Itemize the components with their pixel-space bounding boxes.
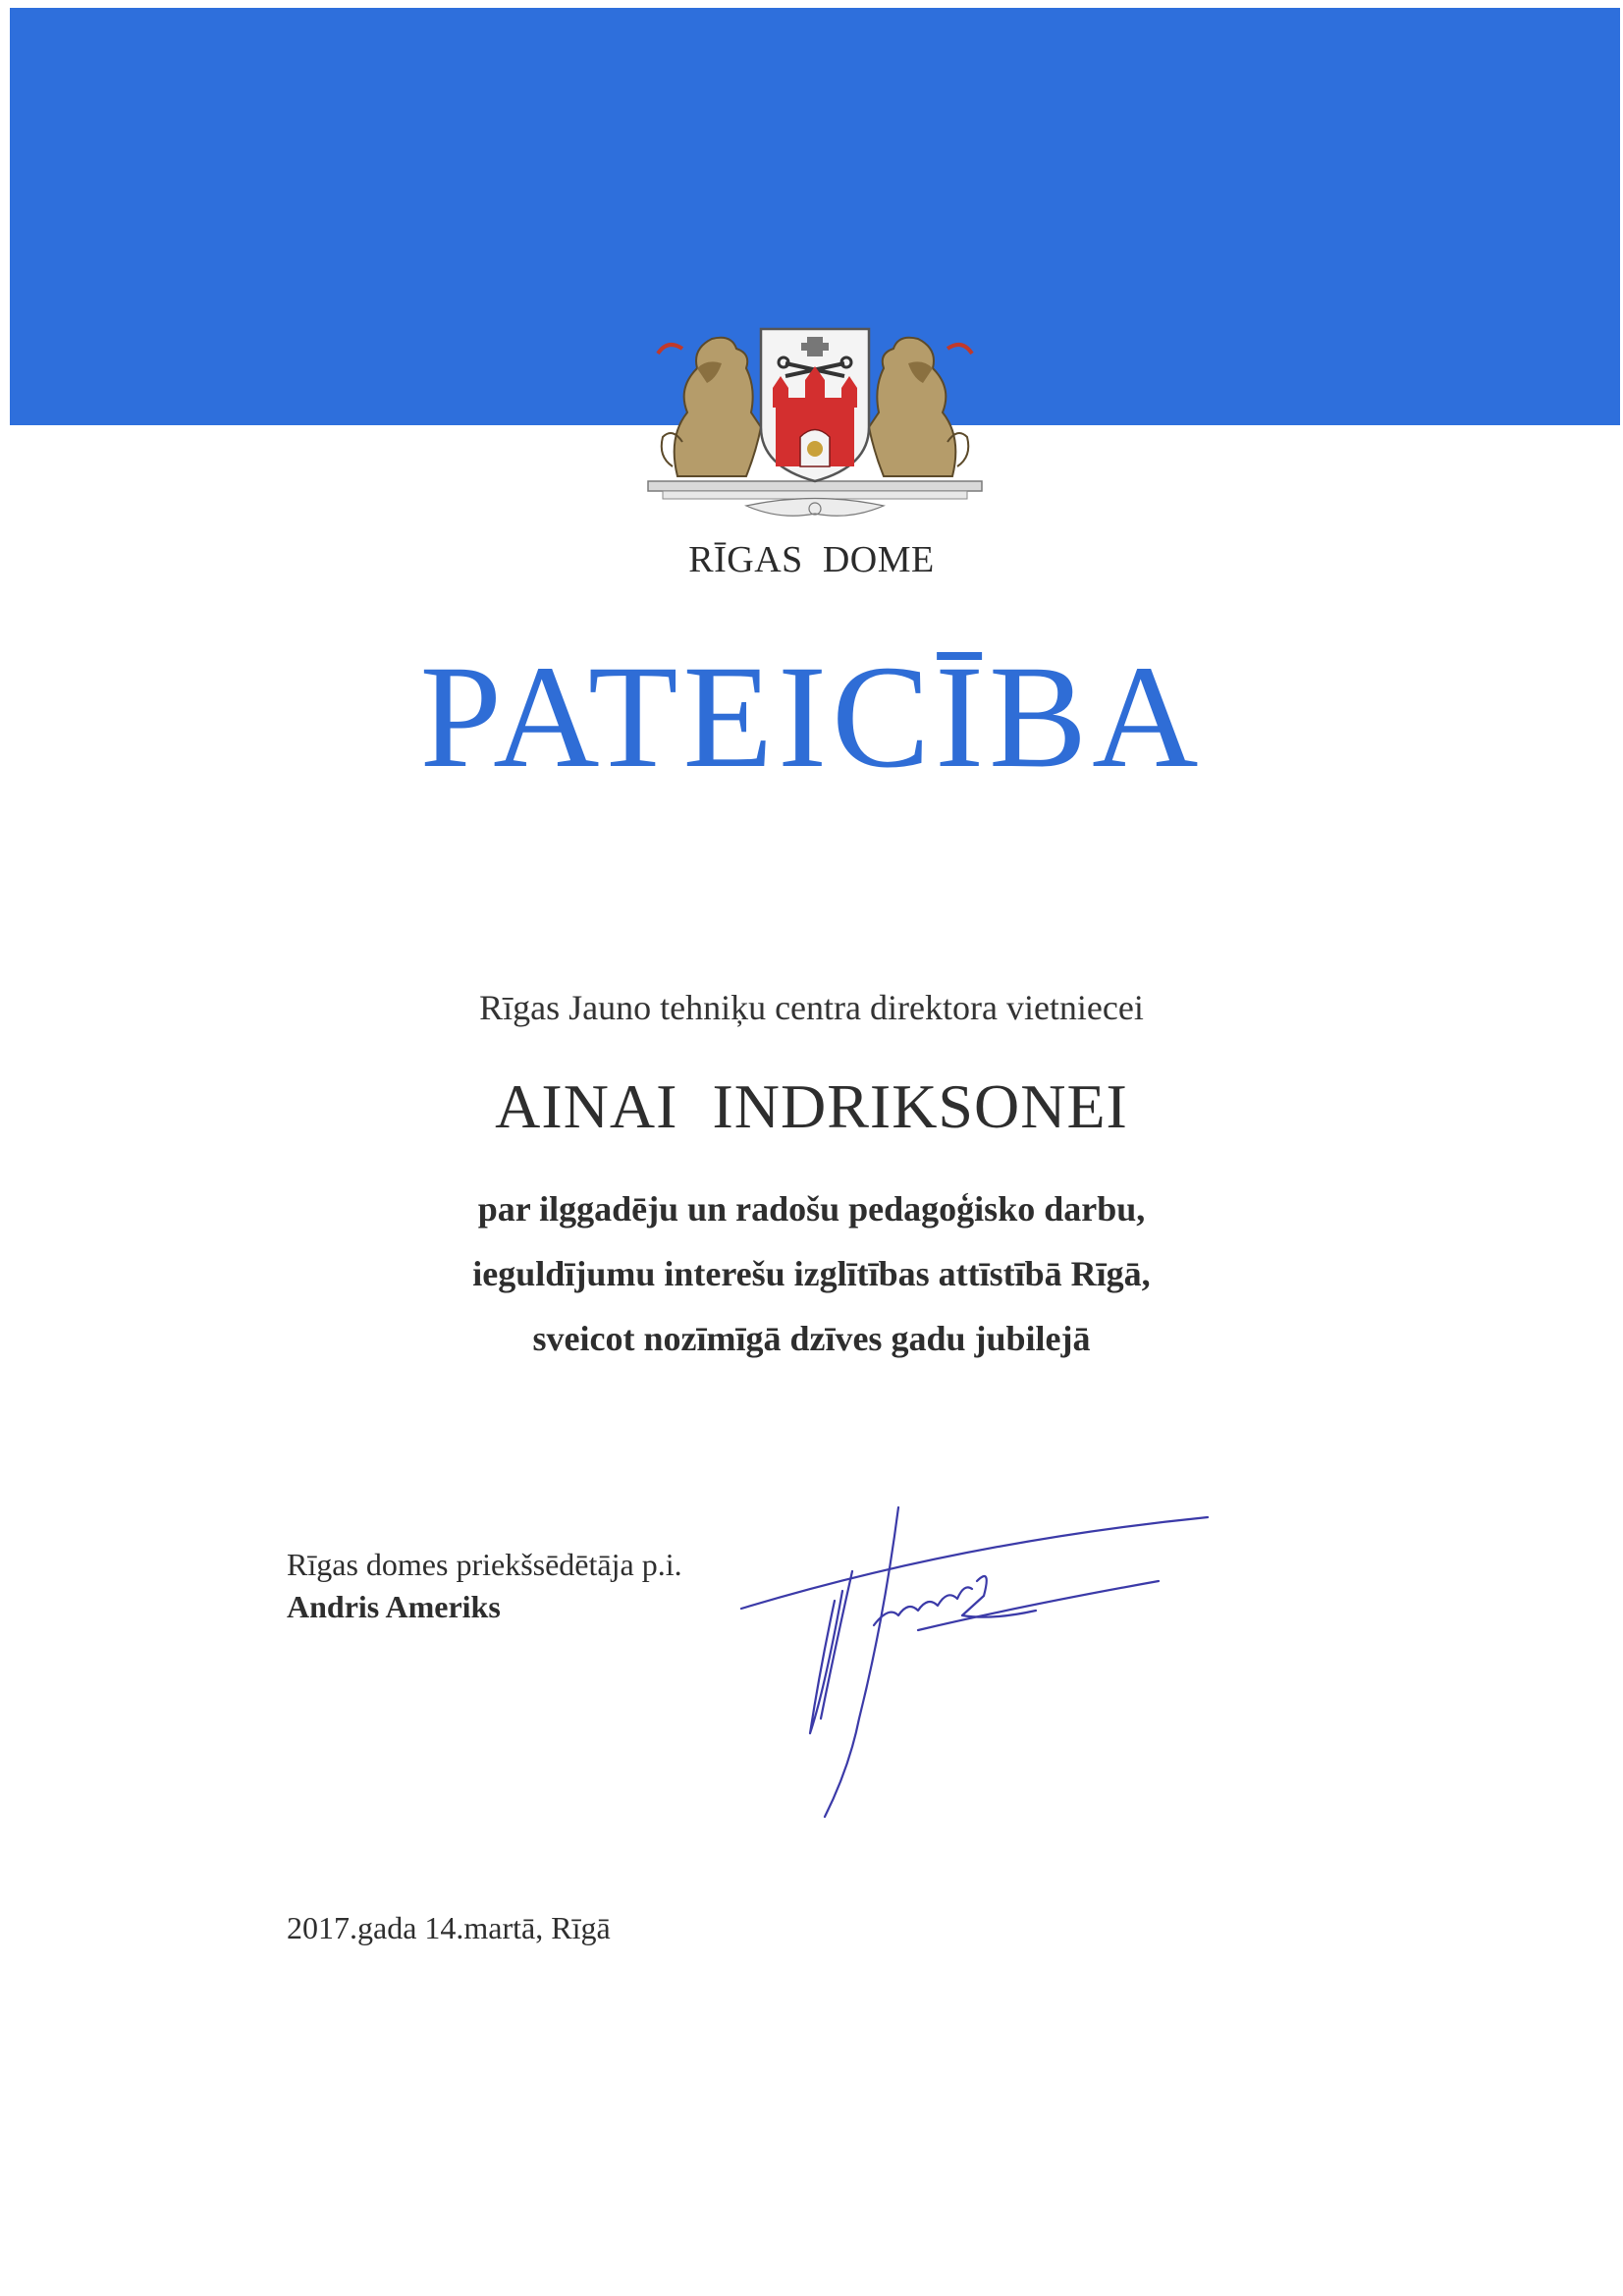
riga-coat-of-arms-icon — [638, 319, 992, 525]
issuer-name: RĪGAS DOME — [688, 539, 935, 580]
recipient-role: Rīgas Jauno tehniķu centra direktora vietniecei — [479, 988, 1144, 1027]
certificate-title: PATEICĪBA — [419, 635, 1204, 798]
signer-title: Rīgas domes priekšsēdētāja p.i. — [287, 1547, 682, 1582]
recipient-name: AINAI INDRIKSONEI — [495, 1071, 1128, 1141]
award-reason — [0, 1176, 1623, 1371]
signer-name: Andris Ameriks — [287, 1589, 501, 1624]
handwritten-signature-icon — [727, 1473, 1217, 1905]
date-place: 2017.gada 14.martā, Rīgā — [287, 1910, 611, 1945]
reason-line: par ilggadēju un radošu pedagoģisko darbu, — [477, 1189, 1146, 1229]
reason-line: ieguldījumu interešu izglītības attīstībā Rīgā, — [472, 1254, 1151, 1293]
reason-line: sveicot nozīmīgā dzīves gadu jubilejā — [532, 1319, 1091, 1358]
